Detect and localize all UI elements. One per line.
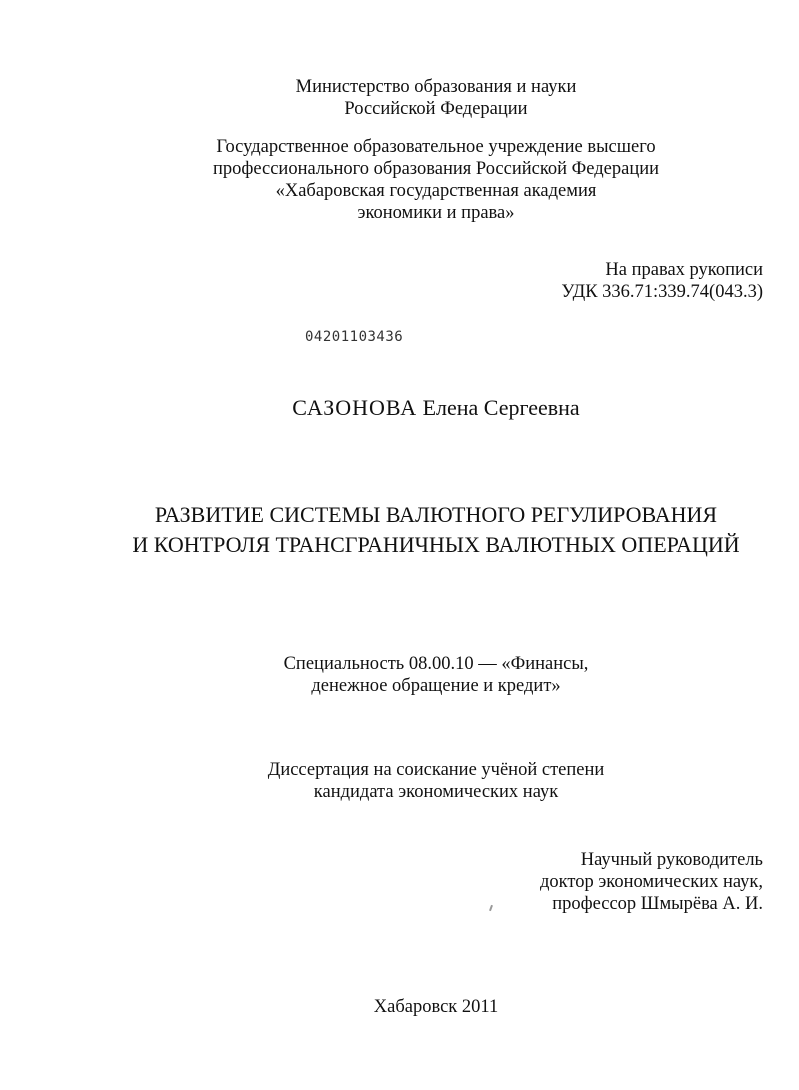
speciality-line: Специальность 08.00.10 — «Финансы, — [283, 654, 589, 674]
title-line: И КОНТРОЛЯ ТРАНСГРАНИЧНЫХ ВАЛЮТНЫХ ОПЕРАЦИЙ — [132, 532, 740, 557]
author-surname: САЗОНОВА — [292, 395, 418, 420]
degree-block — [0, 759, 799, 803]
supervisor-line: Научный руководитель — [580, 850, 763, 870]
author-given-names: Елена Сергеевна — [422, 395, 580, 420]
degree-line: кандидата экономических наук — [313, 782, 559, 802]
city-year: Хабаровск 2011 — [373, 997, 499, 1017]
speciality-block — [0, 653, 799, 697]
institution-line: «Хабаровская государственная академия — [275, 181, 597, 201]
ministry-line: Министерство образования и науки — [295, 77, 577, 97]
ministry-line: Российской Федерации — [344, 99, 528, 119]
manuscript-rights: На правах рукописи — [605, 260, 763, 280]
degree-line: Диссертация на соискание учёной степени — [267, 760, 605, 780]
udc-code: УДК 336.71:339.74(043.3) — [561, 282, 763, 302]
registration-number: 04201103436 — [305, 329, 404, 345]
supervisor-line: профессор Шмырёва А. И. — [552, 894, 763, 914]
manuscript-block — [561, 259, 763, 303]
institution-line: Государственное образовательное учреждение высшего — [216, 137, 656, 157]
speciality-line: денежное обращение и кредит» — [311, 676, 561, 696]
author-name — [0, 395, 799, 421]
supervisor-block — [540, 849, 763, 915]
title-line: РАЗВИТИЕ СИСТЕМЫ ВАЛЮТНОГО РЕГУЛИРОВАНИЯ — [154, 502, 718, 527]
ministry-heading — [0, 76, 799, 120]
institution-heading — [0, 136, 799, 224]
institution-line: профессионального образования Российской Федерации — [212, 159, 660, 179]
institution-line: экономики и права» — [357, 203, 515, 223]
scan-speck — [489, 905, 493, 911]
supervisor-line: доктор экономических наук, — [539, 872, 763, 892]
dissertation-title — [0, 500, 799, 560]
